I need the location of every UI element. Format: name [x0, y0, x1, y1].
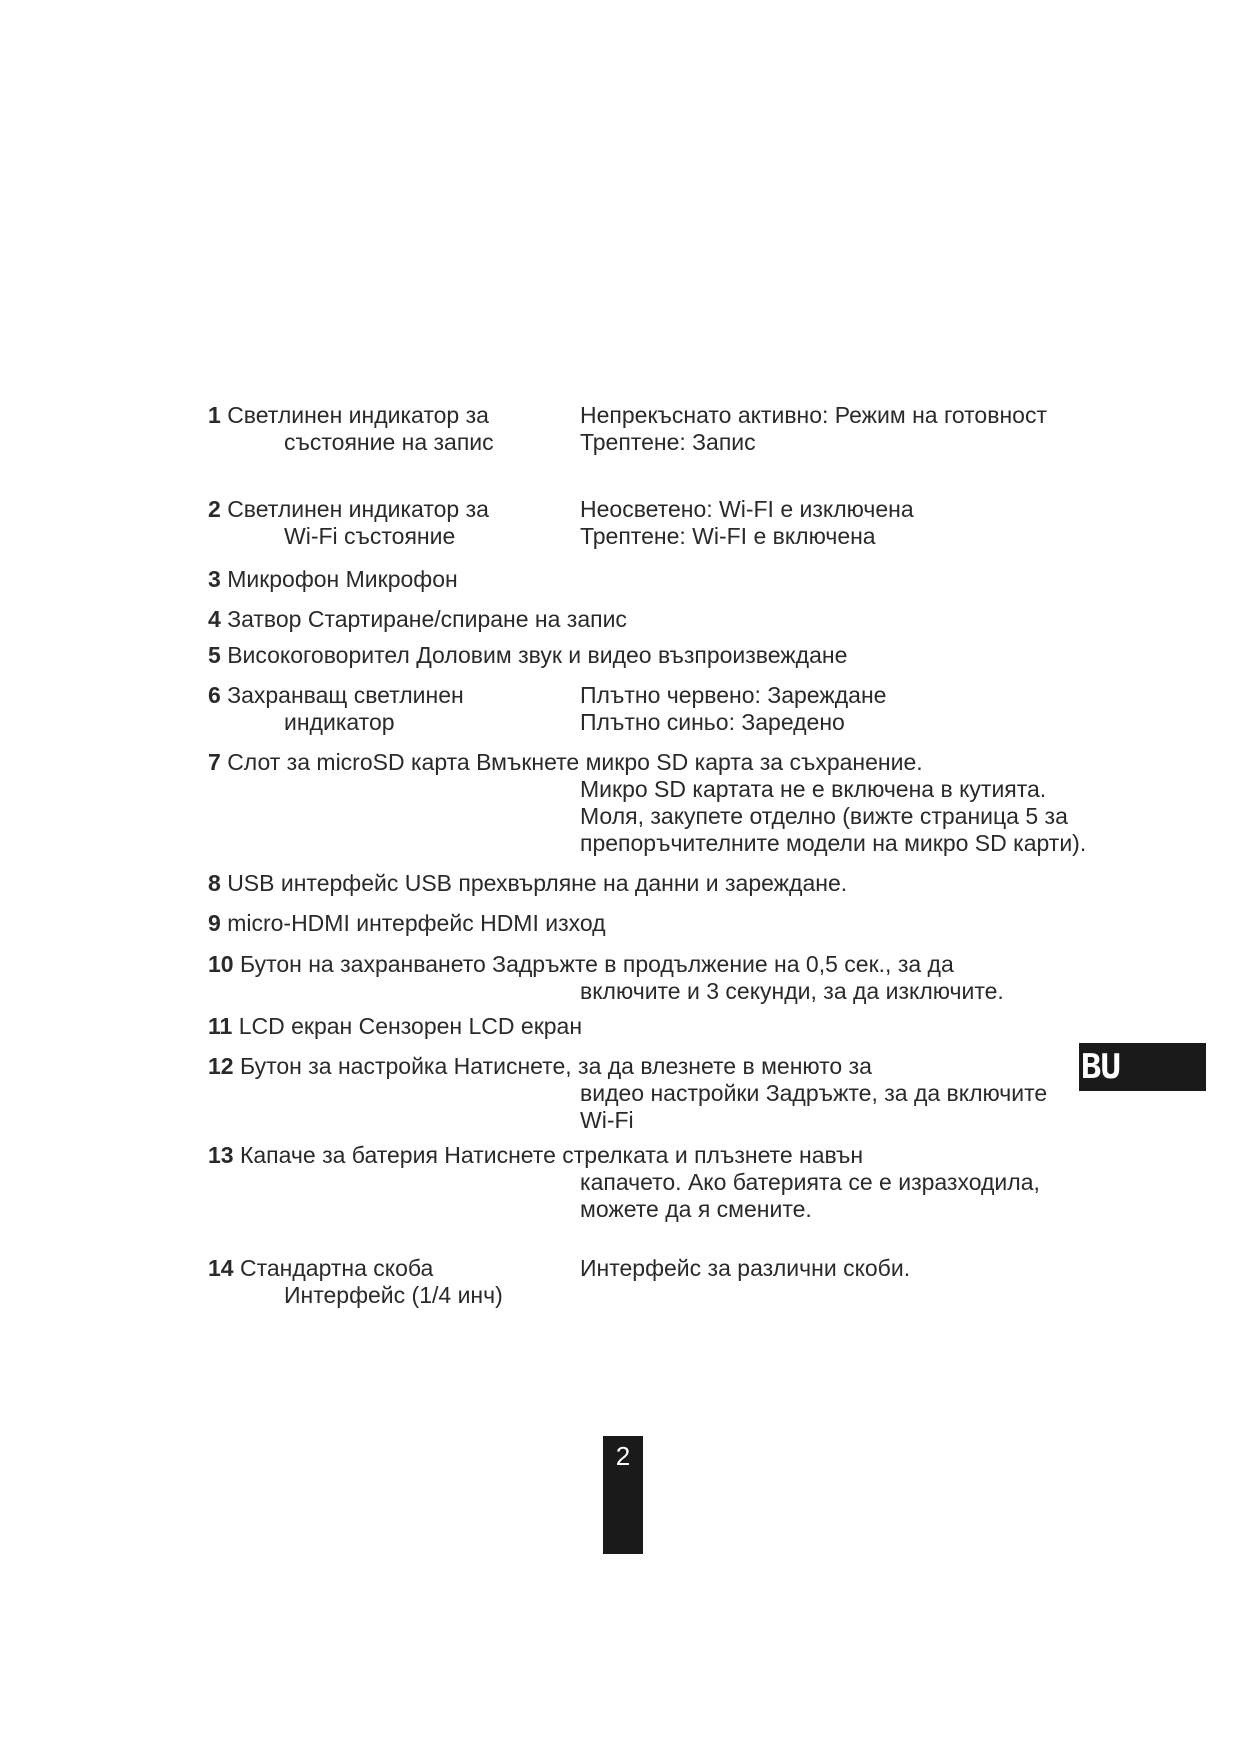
item-description: Микро SD картата не е включена в кутията. [580, 776, 1047, 802]
item-number: 3 [208, 566, 221, 592]
item-number: 10 [208, 951, 234, 977]
item-text: Капаче за батерия Натиснете стрелката и плъзнете навън [239, 1142, 864, 1168]
item-text: USB интерфейс USB прехвърляне на данни и зареждане. [227, 870, 848, 896]
item-label-cont: Wi-Fi състояние [284, 523, 456, 549]
item-description: Непрекъснато активно: Режим на готовност [580, 402, 1047, 428]
item-number: 8 [208, 870, 221, 896]
item-text: Затвор Стартиране/спиране на запис [227, 606, 627, 632]
item-description: Wi-Fi [580, 1107, 634, 1133]
item-description: можете да я смените. [580, 1196, 812, 1222]
item-text: Слот за microSD карта Вмъкнете микро SD карта за съхранение. [227, 749, 923, 775]
item-label-cont: Интерфейс (1/4 инч) [284, 1282, 503, 1308]
item-description: Трептене: Запис [580, 429, 756, 455]
item-number: 9 [208, 910, 221, 936]
item-number: 4 [208, 606, 221, 632]
item-description: Трептене: Wi-FI е включена [580, 523, 876, 549]
item-description: Плътно червено: Зареждане [580, 682, 887, 708]
item-number: 2 [208, 496, 221, 522]
item-text: Микрофон Микрофон [227, 566, 458, 592]
item-description: Неосветено: Wi-FI е изключена [580, 496, 914, 522]
item-text: LCD екран Сензорен LCD екран [238, 1013, 583, 1039]
item-label: Захранващ светлинен [227, 682, 464, 708]
item-text: Бутон на захранването Задръжте в продължение на 0,5 сек., за да [239, 951, 954, 977]
item-label-cont: индикатор [284, 709, 395, 735]
item-description: Интерфейс за различни скоби. [580, 1255, 911, 1281]
item-number: 5 [208, 642, 221, 668]
item-number: 11 [208, 1013, 233, 1039]
item-description: Плътно синьо: Заредено [580, 709, 845, 735]
item-label: Стандартна скоба [239, 1255, 434, 1281]
item-label: Светлинен индикатор за [227, 402, 489, 428]
item-label-cont: състояние на запис [284, 429, 494, 455]
item-number: 1 [208, 402, 221, 428]
item-number: 12 [208, 1053, 234, 1079]
item-description: включите и 3 секунди, за да изключите. [580, 978, 1004, 1004]
item-text: micro-HDMI интерфейс HDMI изход [227, 910, 606, 936]
item-description: капачето. Ако батерията се е изразходила, [580, 1169, 1040, 1195]
item-description: препоръчителните модели на микро SD карти). [580, 830, 1087, 856]
item-number: 13 [208, 1142, 234, 1168]
item-number: 7 [208, 749, 221, 775]
language-tab: BU [1079, 1043, 1206, 1091]
item-text: Високоговорител Доловим звук и видео възпроизвеждане [227, 642, 848, 668]
item-number: 14 [208, 1255, 234, 1281]
item-description: видео настройки Задръжте, за да включите [580, 1080, 1048, 1106]
item-text: Бутон за настройка Натиснете, за да влезнете в менюто за [239, 1053, 872, 1079]
item-description: Моля, закупете отделно (вижте страница 5 за [580, 803, 1068, 829]
page-number: 2 [603, 1436, 643, 1554]
item-label: Светлинен индикатор за [227, 496, 489, 522]
item-number: 6 [208, 682, 221, 708]
